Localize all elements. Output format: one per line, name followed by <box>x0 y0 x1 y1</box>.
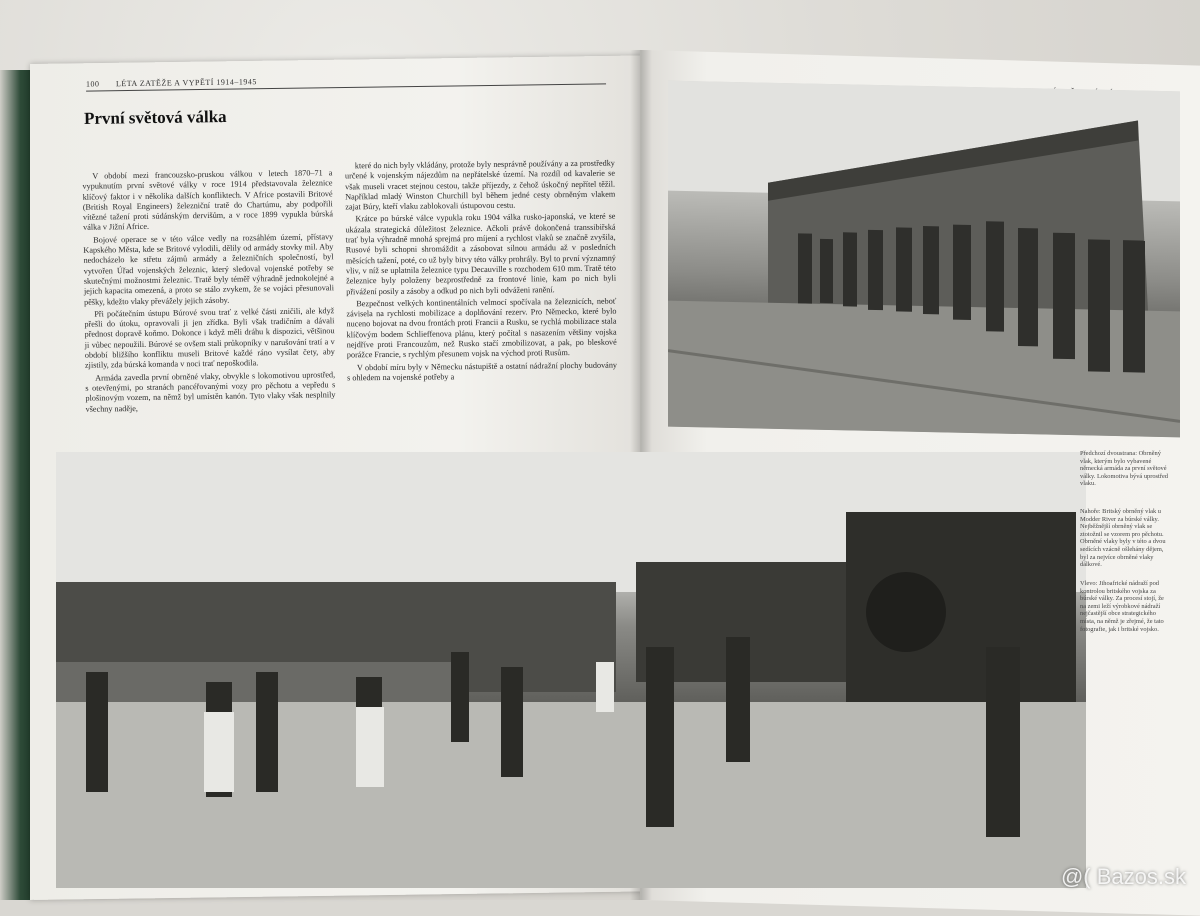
station-illustration <box>56 452 1086 888</box>
text-column-1 <box>82 168 335 416</box>
paragraph: které do nich byly vkládány, protože byly nesprávně používány a za prostředky určené k vojenským nájezdům na nepřátelské území. Na rozdíl od kavalerie se však museli vracet stejnou cestou, takže příjezdy, z čehož úskočný nepřítel těžil. Například mladý Winston Churchill byl během jedné cesty obrněným vlakem zajat Búry, kteří vlaku zablokovali ústupovou cestu. <box>344 158 616 212</box>
paragraph: Bezpečnost velkých kontinentálních velmocí spočívala na železnicích, neboť závisela na rychlosti mobilizace a doplňování rezerv. Pro Německo, které bylo nuceno bojovat na dvou frontách proti Francii a Rusku, se rychlá mobilizace stala klíčovým bodem Schlieffenova plánu, který počítal s nasazením většiny vojska nejdříve proti Francouzům, než Rusko stačí zmobilizovat, a pak, po bleskové porážce Francie, s rychlým přesunem vojsk na východ proti Rusům. <box>346 296 617 360</box>
left-page-number: 100 <box>85 79 100 89</box>
paragraph: Při počátečním ústupu Búrové svou trať z velké části zničili, ale když přešli do útoku, opravovali ji jen zřídka. Byli však tradičním a dávali přednost dopravě koňmo. Dokonce i když měli dráhu k dispozici, většinou ji vůbec nepoužili. Búrové se ovšem stali průkopníky v narušování tratí a v období bližšího konfliktu museli Britové každé ráno vysílat čety, aby zjistily, zda búrská komanda v noci trať nepoškodila. <box>84 306 335 371</box>
chapter-title: První světová válka <box>83 107 227 128</box>
paragraph: V období mezi francouzsko-pruskou válkou v letech 1870–71 a vypuknutím první světové války v roce 1914 představovala železnice klíčový faktor i v několika dalších konfliktech. V Africe postavili Britové (British Royal Engineers) železniční tratě do Chartúmu, aby podpořili vítězné tažení proti súdánským dervišům, a v roce 1899 vypukla búrská válka v Jižní Africe. <box>82 168 333 233</box>
paragraph: Armáda zavedla první obrněné vlaky, obvykle s lokomotivou uprostřed, s otevřenými, po stranách pancéřovanými vozy pro pěchotu a vepředu s plošinovým vozem, na němž byl umístěn kanón. Tyto vlaky však nesplnily všechny naděje, <box>85 369 336 414</box>
armoured-train-illustration <box>668 81 1180 438</box>
photo-caption: Vlevo: Jihoafrické nádraží pod kontrolou britského vojska za búrské války. Za procesí stojí, že na zemi leží výrobkové nádraží nejčastější obce strategického místa, na němž je zřejmé, že tato fotografie, jak i britské vojsko. <box>1080 580 1164 633</box>
paragraph: Bojové operace se v této válce vedly na rozsáhlém území, přístavy Kapského Města, kde se Britové vylodili, dělily od armády stovky mil. Aby nedocházelo ke střetu zájmů armády a železničních společností, byl vytvořen Úřad vojenských železnic, který sledoval vojenské potřeby se skutečnými možnostmi železnic. Tratě byly téměř výhradně jednokolejné a jejich kapacita omezená, a proto se stálo zvykem, že se vojáci přesunovali pěšky, kdežto vlaky převážely jejich zásoby. <box>83 232 335 307</box>
book-cover-edge <box>0 70 34 900</box>
paragraph: Krátce po búrské válce vypukla roku 1904 válka rusko-japonská, ve které se ukázala strategická důležitost železnice. Ačkoli právě dokončená transsibiřská trať byla výhradně mnohá sprejmá pro míjení a rychlost vlaků se značně zvyšila, Rusové byli schopni shromáždit a zásobovat silnou armádu až v posledních měsících tažení, poté, co už byly bitvy této války prohrály. Byl to první významný vliv, v níž se uplatnila železnice typu Decauville s rozchodem 610 mm. Tratě této železnice byly položeny bezprostředně za frontové linie, kam po nich byli přivážení posily a zásoby a odkud po nich byli odváženi ranění. <box>345 212 617 296</box>
armoured-train-photo <box>668 81 1180 438</box>
photo-caption: Předchozí dvoustrana: Obrněný vlak, kterým bylo vybavené německá armáda za první světové války. Lokomotiva bývá uprostřed vlaku. <box>1080 450 1168 488</box>
site-watermark: @( Bazos.sk <box>1060 864 1186 889</box>
photo-caption: Nahoře: Britský obrněný vlak u Modder River za búrské války. Nejběžnější obrněný vlak se ztotožnil se vzorem pro pěchotu. Obrněné vlaky byly v této a dvou sedících vzácně ošlehány dějem, byl za nejvíce obrněné vlaky dálkové. <box>1080 508 1166 569</box>
text-column-2 <box>345 159 617 386</box>
left-running-title: LÉTA ZATĚŽE A VYPĚTÍ 1914–1945 <box>115 77 257 89</box>
paragraph: V období míru byly v Německu nástupiště a ostatní nádražní plochy budovány s ohledem na vojenské potřeby a <box>347 360 618 383</box>
station-scene-photo <box>56 452 1086 888</box>
